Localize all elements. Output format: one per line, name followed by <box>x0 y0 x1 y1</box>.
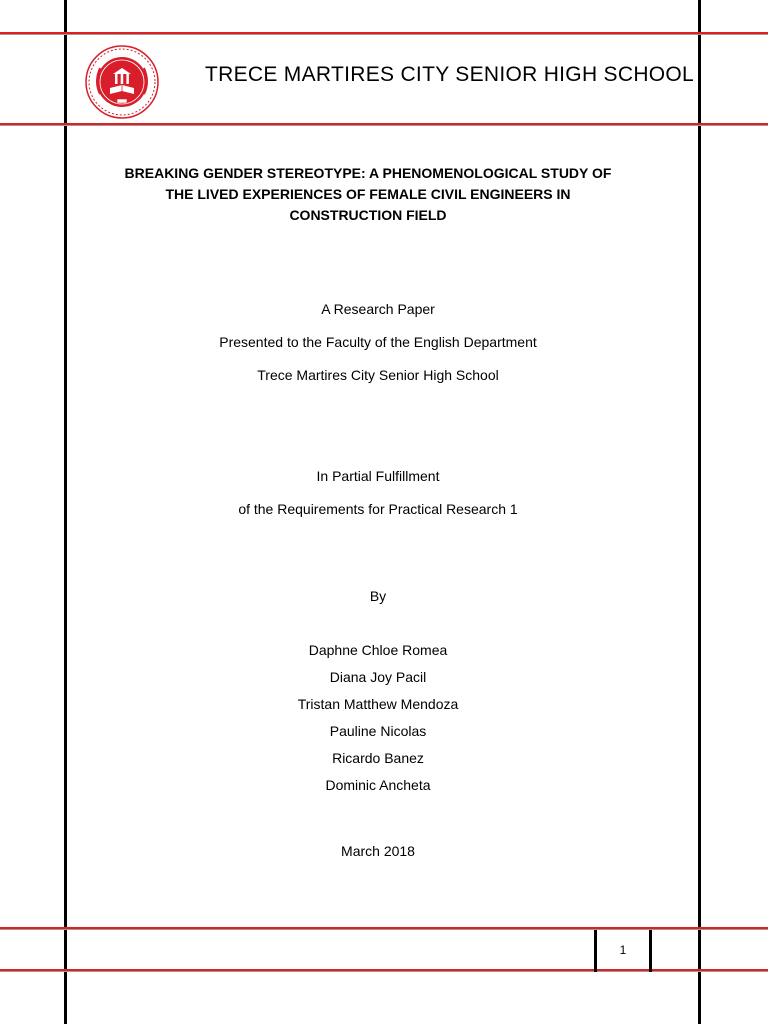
presentation-school: Trece Martires City Senior High School <box>257 367 499 383</box>
school-name: TRECE MARTIRES CITY SENIOR HIGH SCHOOL <box>205 63 695 86</box>
bottom-border-line-1 <box>0 927 768 930</box>
presented-to: Presented to the Faculty of the English Department <box>219 334 537 350</box>
title-line: BREAKING GENDER STEREOTYPE: A PHENOMENOLOGICAL STUDY OF <box>124 165 612 181</box>
page-number-box <box>594 930 652 972</box>
author-name: Daphne Chloe Romea <box>308 642 448 658</box>
author-name: Ricardo Banez <box>332 750 424 766</box>
by-label: By <box>369 588 387 604</box>
submission-date: March 2018 <box>341 843 415 859</box>
paper-type: A Research Paper <box>321 301 435 317</box>
top-border-line-1 <box>0 32 768 35</box>
author-name: Diana Joy Pacil <box>329 669 427 685</box>
paper-title <box>90 163 646 226</box>
page-number: 1 <box>619 943 627 957</box>
fulfillment-line: In Partial Fulfillment <box>316 468 440 484</box>
author-name: Pauline Nicolas <box>329 723 427 739</box>
top-border-line-2 <box>0 123 768 126</box>
title-line: THE LIVED EXPERIENCES OF FEMALE CIVIL ENGINEERS IN <box>165 186 571 202</box>
fulfillment-line: of the Requirements for Practical Research 1 <box>238 501 518 517</box>
title-line: CONSTRUCTION FIELD <box>289 207 447 223</box>
author-name: Dominic Ancheta <box>325 777 431 793</box>
school-seal-icon <box>84 44 160 120</box>
author-name: Tristan Matthew Mendoza <box>297 696 459 712</box>
bottom-border-line-2 <box>0 969 768 972</box>
